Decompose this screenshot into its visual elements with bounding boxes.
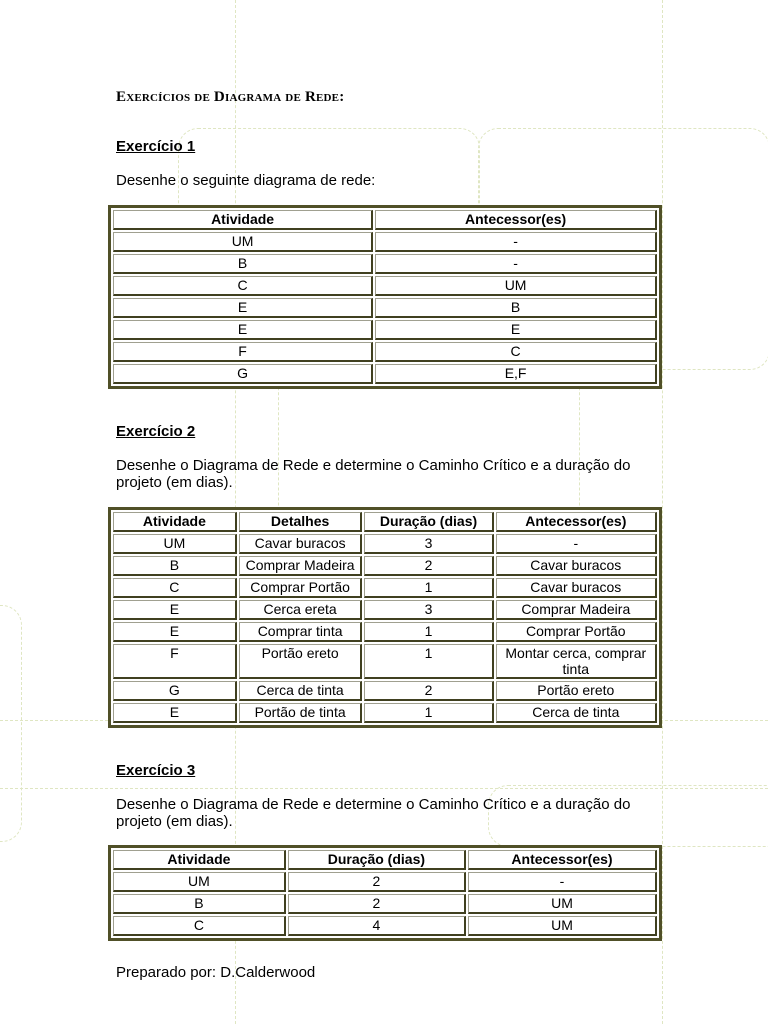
table-row [113, 276, 657, 296]
background-guide-line [0, 788, 768, 789]
table-cell: UM [113, 232, 373, 252]
exercise-2-table [108, 507, 662, 728]
table-cell: 2 [364, 556, 493, 576]
table-cell: Cavar buracos [239, 534, 363, 554]
table-row [113, 578, 657, 598]
table-cell: - [496, 534, 657, 554]
table-cell: - [375, 232, 657, 252]
table-cell: Comprar Madeira [239, 556, 363, 576]
table-cell: Comprar tinta [239, 622, 363, 642]
table-cell: B [113, 254, 373, 274]
table-cell: E [113, 320, 373, 340]
table-cell: 3 [364, 600, 493, 620]
exercise-1-table [108, 205, 662, 389]
table-header-row [113, 210, 657, 230]
table-row [113, 320, 657, 340]
table-cell: Cerca de tinta [239, 681, 363, 701]
table-cell: E [113, 600, 237, 620]
table-row [113, 556, 657, 576]
table-row [113, 364, 657, 384]
table-cell: B [113, 556, 237, 576]
prepared-by: Preparado por: D.Calderwood [116, 964, 316, 981]
table-cell: UM [375, 276, 657, 296]
table-row [113, 644, 657, 679]
table-cell: B [375, 298, 657, 318]
column-header: Atividade [113, 850, 286, 870]
exercise-2-heading: Exercício 2 [116, 423, 196, 440]
table-cell: UM [468, 894, 657, 914]
column-header: Antecessor(es) [375, 210, 657, 230]
table-cell: Comprar Madeira [496, 600, 657, 620]
table-cell: G [113, 681, 237, 701]
table-cell: 1 [364, 578, 493, 598]
table-row [113, 916, 657, 936]
table-row [113, 894, 657, 914]
exercise-1-heading: Exercício 1 [116, 138, 196, 155]
table-cell: Portão de tinta [239, 703, 363, 723]
exercise-2-prompt: Desenhe o Diagrama de Rede e determine o Caminho Crítico e a duração do projeto (em dias). [116, 457, 631, 491]
table-row [113, 232, 657, 252]
table-cell: C [113, 916, 286, 936]
table-cell: 1 [364, 622, 493, 642]
table-cell: - [468, 872, 657, 892]
column-header: Duração (dias) [364, 512, 493, 532]
table-cell: Comprar Portão [239, 578, 363, 598]
table-cell: Cerca de tinta [496, 703, 657, 723]
table-cell: UM [468, 916, 657, 936]
column-header: Antecessor(es) [468, 850, 657, 870]
table-cell: 4 [288, 916, 466, 936]
table-row [113, 298, 657, 318]
table-cell: C [113, 276, 373, 296]
exercise-3-table [108, 845, 662, 941]
table-row [113, 681, 657, 701]
column-header: Duração (dias) [288, 850, 466, 870]
table-cell: F [113, 644, 237, 679]
table-cell: Comprar Portão [496, 622, 657, 642]
exercise-3-prompt: Desenhe o Diagrama de Rede e determine o Caminho Crítico e a duração do projeto (em dias). [116, 796, 631, 830]
table-header-row [113, 850, 657, 870]
exercise-3-heading: Exercício 3 [116, 762, 196, 779]
table-cell: 1 [364, 644, 493, 679]
table-row [113, 622, 657, 642]
table-row [113, 254, 657, 274]
column-header: Atividade [113, 210, 373, 230]
table-cell: F [113, 342, 373, 362]
table-row [113, 342, 657, 362]
document-title: Exercícios de Diagrama de Rede: [116, 89, 345, 105]
table-cell: Montar cerca, comprar tinta [496, 644, 657, 679]
table-cell: E [375, 320, 657, 340]
background-guide-line [662, 0, 663, 1024]
table-row [113, 872, 657, 892]
table-cell: E [113, 703, 237, 723]
table-cell: Cavar buracos [496, 578, 657, 598]
table-cell: 3 [364, 534, 493, 554]
table-row [113, 600, 657, 620]
exercise-1-prompt: Desenhe o seguinte diagrama de rede: [116, 172, 376, 189]
column-header: Atividade [113, 512, 237, 532]
table-cell: 2 [288, 872, 466, 892]
table-cell: Cerca ereta [239, 600, 363, 620]
table-cell: E [113, 298, 373, 318]
table-cell: 2 [364, 681, 493, 701]
table-cell: E,F [375, 364, 657, 384]
table-header-row [113, 512, 657, 532]
table-cell: - [375, 254, 657, 274]
table-cell: C [113, 578, 237, 598]
table-cell: 1 [364, 703, 493, 723]
table-row [113, 703, 657, 723]
table-cell: UM [113, 872, 286, 892]
table-cell: Cavar buracos [496, 556, 657, 576]
background-decoration [0, 605, 22, 842]
table-cell: G [113, 364, 373, 384]
table-cell: 2 [288, 894, 466, 914]
table-cell: C [375, 342, 657, 362]
table-cell: UM [113, 534, 237, 554]
table-row [113, 534, 657, 554]
table-cell: B [113, 894, 286, 914]
table-cell: Portão ereto [496, 681, 657, 701]
column-header: Detalhes [239, 512, 363, 532]
table-cell: E [113, 622, 237, 642]
column-header: Antecessor(es) [496, 512, 657, 532]
table-cell: Portão ereto [239, 644, 363, 679]
